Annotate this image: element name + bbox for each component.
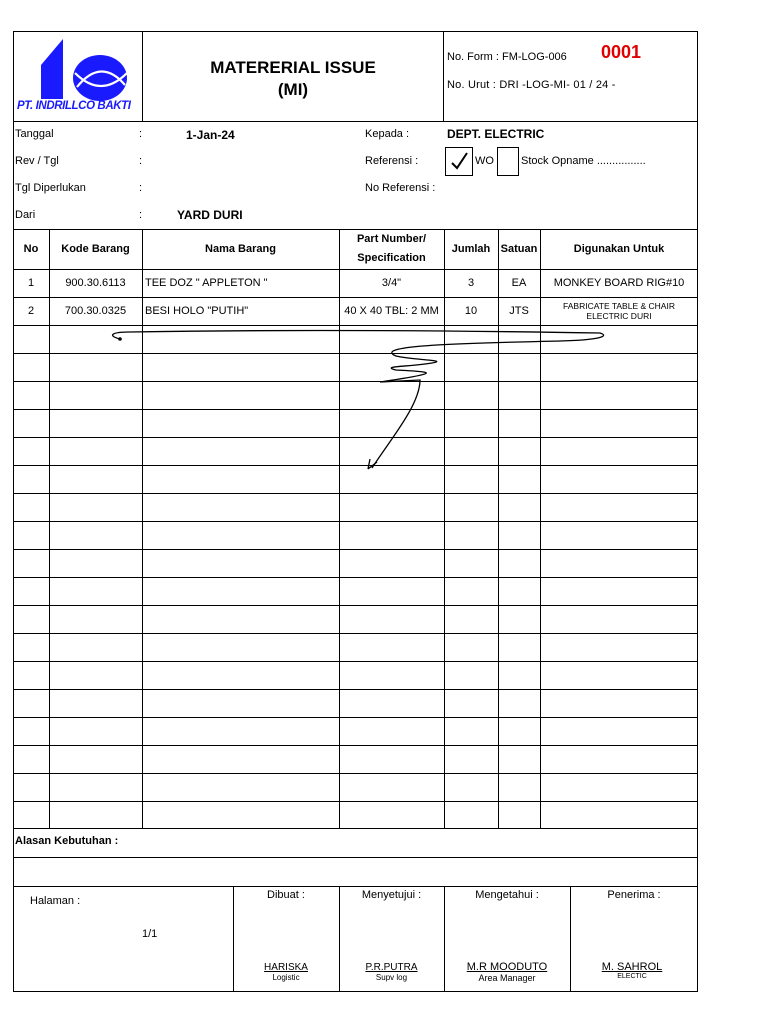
menyetujui-role: Supv log: [375, 973, 408, 982]
row-no: 1: [27, 277, 35, 289]
dibuat-label: Dibuat :: [267, 889, 305, 901]
row-jumlah: 3: [467, 277, 475, 289]
alasan-label: Alasan Kebutuhan :: [15, 835, 119, 847]
menyetujui-name: P.R.PUTRA: [365, 962, 418, 973]
diperlukan-colon: :: [139, 182, 143, 194]
penerima-role: ELECTIC: [617, 973, 647, 980]
tanggal-value: 1-Jan-24: [186, 128, 235, 142]
menyetujui-signature: [339, 963, 444, 983]
penerima-signature: [570, 962, 694, 982]
header-kode-barang: Kode Barang: [61, 243, 130, 255]
wo-label: WO: [475, 155, 494, 167]
serial-number: 0001: [601, 42, 642, 62]
row-nama: TEE DOZ " APPLETON ": [145, 277, 268, 289]
tanggal-colon: :: [139, 128, 143, 140]
row-kode: 900.30.6113: [65, 277, 126, 289]
header-nama-barang: Nama Barang: [205, 243, 276, 255]
header-jumlah: Jumlah: [451, 243, 491, 255]
kepada-value: DEPT. ELECTRIC: [447, 127, 545, 141]
dibuat-signature: [233, 963, 339, 983]
form-title-line2: (MI): [277, 80, 309, 99]
rev-colon: :: [139, 155, 143, 167]
halaman-value: 1/1: [142, 928, 158, 940]
menyetujui-label: Menyetujui :: [361, 889, 422, 901]
mengetahui-label: Mengetahui :: [475, 889, 539, 901]
row-satuan: EA: [511, 277, 527, 289]
halaman-label: Halaman :: [30, 895, 81, 907]
diperlukan-label: Tgl Diperlukan: [15, 182, 86, 194]
rev-label: Rev / Tgl: [15, 155, 59, 167]
no-urut: No. Urut : DRI -LOG-MI- 01 / 24 -: [447, 79, 616, 91]
dibuat-role: Logistic: [272, 973, 300, 982]
dibuat-name: HARISKA: [264, 962, 308, 973]
row-jumlah: 10: [464, 305, 478, 317]
row-satuan: JTS: [509, 305, 529, 317]
alasan-line: [13, 857, 698, 858]
row-kode: 700.30.0325: [64, 305, 127, 317]
row-part: 3/4": [381, 277, 402, 289]
dari-colon: :: [139, 209, 143, 221]
mengetahui-signature: [444, 962, 570, 984]
row-no: 2: [27, 305, 35, 317]
referensi-label: Referensi :: [365, 155, 419, 167]
header-satuan: Satuan: [500, 243, 538, 255]
penerima-label: Penerima :: [607, 889, 661, 901]
row-digunakan: MONKEY BOARD RIG#10: [553, 277, 685, 289]
mengetahui-role: Area Manager: [478, 973, 536, 983]
form-title-line1: MATERERIAL ISSUE: [210, 58, 376, 77]
no-referensi-label: No Referensi :: [365, 182, 436, 194]
row-part: 40 X 40 TBL: 2 MM: [344, 305, 439, 317]
logo-text: PT. INDRILLCO BAKTI: [17, 100, 131, 112]
stock-opname-label: Stock Opname ................: [521, 155, 646, 167]
row-digunakan: FABRICATE TABLE & CHAIR ELECTRIC DURI: [563, 301, 675, 321]
header-part-line2: Specification: [357, 252, 426, 264]
penerima-name: M. SAHROL: [601, 961, 663, 973]
signature-top-line: [13, 886, 698, 887]
header-no: No: [23, 243, 39, 255]
row-nama: BESI HOLO "PUTIH": [145, 305, 249, 317]
kepada-label: Kepada :: [365, 128, 410, 140]
tanggal-label: Tanggal: [15, 128, 54, 140]
form-number: No. Form : FM-LOG-006: [447, 51, 567, 63]
dari-label: Dari: [15, 209, 36, 221]
dari-value: YARD DURI: [177, 208, 243, 222]
header-part-line1: Part Number/: [356, 233, 427, 245]
mengetahui-name: M.R MOODUTO: [466, 961, 548, 973]
header-digunakan: Digunakan Untuk: [573, 243, 665, 255]
